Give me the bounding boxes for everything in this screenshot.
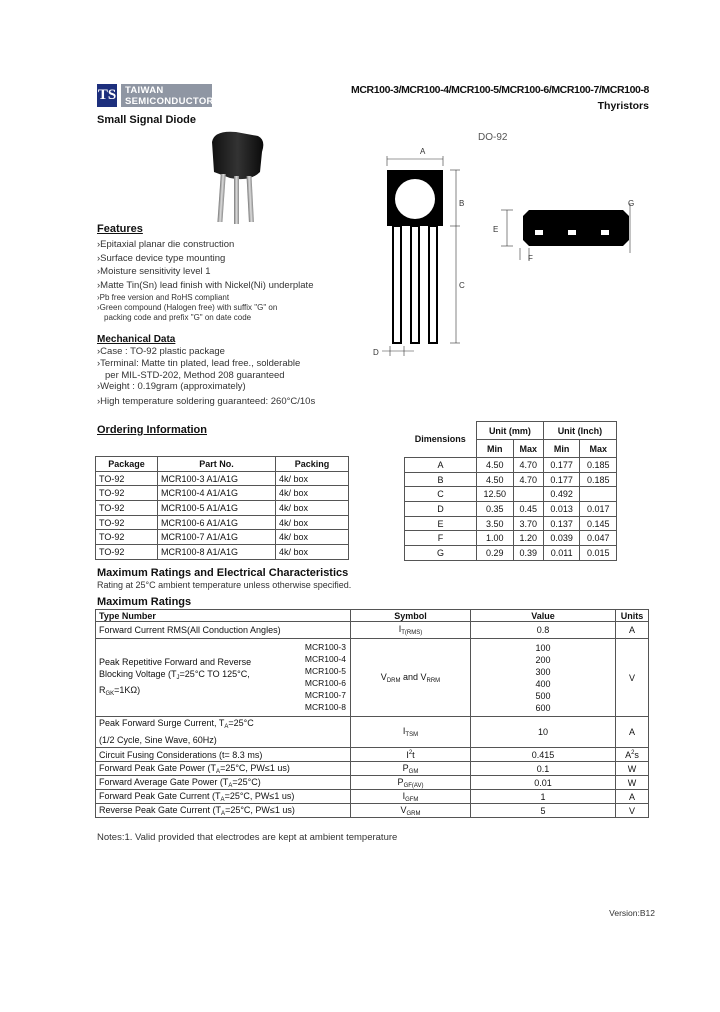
col-header: Packing [276, 457, 349, 472]
table-row: E 3.50 3.70 0.137 0.145 [405, 516, 617, 531]
dim-label-a: A [420, 147, 426, 156]
ordering-table [95, 456, 349, 560]
dim-label-d: D [373, 348, 379, 357]
table-row: C 12.50 0.492 [405, 487, 617, 502]
table-row: TO-92 MCR100-4 A1/A1G 4k/ box [96, 486, 349, 501]
dim-label-f: F [528, 254, 533, 263]
col-header: Unit (mm) [477, 422, 544, 440]
part-variant-list: MCR100-3 MCR100-4 MCR100-5 MCR100-6 MCR100-7 MCR100-8 [304, 642, 346, 712]
col-header: Package [96, 457, 158, 472]
list-item: per MIL-STD-202, Method 208 guaranteed [105, 369, 285, 381]
table-row: Forward Peak Gate Power ($T_A=25^\circ C$, PW≤1 us) $P_{GM}$ 0.1 W [96, 762, 649, 776]
version-label: Version:B12 [609, 908, 655, 918]
features-compliance-list [97, 293, 277, 323]
list-item: ›Case : TO-92 plastic package [97, 346, 225, 357]
table-row: TO-92 MCR100-7 A1/A1G 4k/ box [96, 530, 349, 545]
table-row: Reverse Peak Gate Current ($T_A=25^\circ C$, PW≤1 us) $V_{GRM}$ 5 V [96, 804, 649, 818]
table-header-row [96, 610, 649, 622]
ordering-heading: Ordering Information [97, 424, 207, 436]
table-row: TO-92 MCR100-6 A1/A1G 4k/ box [96, 515, 349, 530]
table-row: TO-92 MCR100-8 A1/A1G 4k/ box [96, 545, 349, 560]
table-row: Peak Forward Surge Current, $T_A=25^\circ C$ (1/2 Cycle, Sine Wave, 60Hz) $I_{TSM}$ 10 A [96, 717, 649, 748]
col-header: Min [477, 440, 514, 458]
ratings-subheading: Maximum Ratings [97, 596, 192, 608]
table-row: F 1.00 1.20 0.039 0.047 [405, 531, 617, 546]
list-item: ›Weight : 0.19gram (approximately) [97, 381, 246, 393]
dimensions-table [404, 421, 617, 561]
table-row: D 0.35 0.45 0.013 0.017 [405, 502, 617, 517]
product-category: Thyristors [597, 100, 649, 112]
logo-line-2: SEMICONDUCTOR [125, 96, 214, 107]
col-header: Max [580, 440, 617, 458]
list-item: ›Pb free version and RoHS compliant [97, 293, 230, 302]
list-item: ›High temperature soldering guaranteed: 260°C/10s [97, 396, 316, 408]
table-row: Forward Peak Gate Current ($T_A=25^\circ C$, PW≤1 us) $I_{GFM}$ 1 A [96, 790, 649, 804]
col-header: Symbol [351, 610, 471, 622]
document-subtitle: Small Signal Diode [97, 114, 197, 126]
col-header: Type Number [96, 610, 351, 622]
table-row: TO-92 MCR100-5 A1/A1G 4k/ box [96, 501, 349, 516]
features-list [97, 238, 313, 292]
table-row: G 0.29 0.39 0.011 0.015 [405, 546, 617, 561]
product-photo [200, 128, 280, 228]
list-item: ›Green compound (Halogen free) with suffix "G" on [97, 303, 278, 312]
dim-label-g: G [628, 199, 635, 208]
list-item: ›Epitaxial planar die construction [97, 239, 235, 250]
package-name: DO-92 [478, 132, 508, 143]
col-header: Max [513, 440, 543, 458]
table-header-row [96, 457, 349, 472]
table-row: TO-92 MCR100-3 A1/A1G 4k/ box [96, 471, 349, 486]
company-logo-text [121, 84, 212, 107]
table-row: B 4.50 4.70 0.177 0.185 [405, 472, 617, 487]
col-header: Unit (Inch) [543, 422, 616, 440]
ratings-note: Rating at 25°C ambient temperature unless otherwise specified. [97, 580, 352, 590]
list-item: ›Matte Tin(Sn) lead finish with Nickel(Ni) underplate [97, 279, 314, 291]
list-item: packing code and prefix "G" on date code [104, 313, 252, 322]
list-item: ›Surface device type mounting [97, 252, 226, 264]
mechanical-list [97, 346, 315, 408]
footnote: Notes:1. Valid provided that electrodes are kept at ambient temperature [97, 832, 398, 843]
col-header: Units [616, 610, 649, 622]
table-row: Peak Repetitive Forward and Reverse Blocking Voltage ($T_J=25^\circ C$ TO 125°C, $R_{GK}=1K\Omega$) MCR100-3 MCR100-4 MCR100-5 MCR100-6 MCR100-7 MCR100-8 $V_{DRM}$ and $V_{RRM}$ 100 200 300 400 500 600 V [96, 639, 649, 717]
col-header: Value [471, 610, 616, 622]
features-heading: Features [97, 223, 143, 235]
logo-line-1: TAIWAN [125, 85, 164, 96]
dim-label-c: C [459, 281, 465, 290]
col-header: Dimensions [405, 422, 477, 458]
table-row: Forward Average Gate Power $(T_A=25^\circ C)$ $P_{GF(AV)}$ 0.01 W [96, 776, 649, 790]
list-item: ›Moisture sensitivity level 1 [97, 266, 211, 278]
max-ratings-table [95, 609, 649, 818]
col-header: Min [543, 440, 580, 458]
table-row: Forward Current RMS(All Conduction Angles) $I_{T(RMS)}$ 0.8 A [96, 622, 649, 639]
mechanical-heading: Mechanical Data [97, 334, 176, 345]
list-item: ›Terminal: Matte tin plated, lead free., solderable [97, 357, 301, 369]
col-header: Part No. [158, 457, 276, 472]
table-row: A 4.50 4.70 0.177 0.185 [405, 458, 617, 473]
company-logo-mark: TS [97, 84, 117, 107]
table-row: Circuit Fusing Considerations (t= 8.3 ms) $I^2t$ 0.415 $A^2s$ [96, 748, 649, 762]
dim-label-b: B [459, 199, 465, 208]
dim-label-e: E [493, 225, 499, 234]
part-numbers: MCR100-3/MCR100-4/MCR100-5/MCR100-6/MCR100-7/MCR100-8 [351, 84, 649, 96]
package-outline-drawing [370, 128, 650, 360]
ratings-heading: Maximum Ratings and Electrical Characteristics [97, 567, 349, 579]
